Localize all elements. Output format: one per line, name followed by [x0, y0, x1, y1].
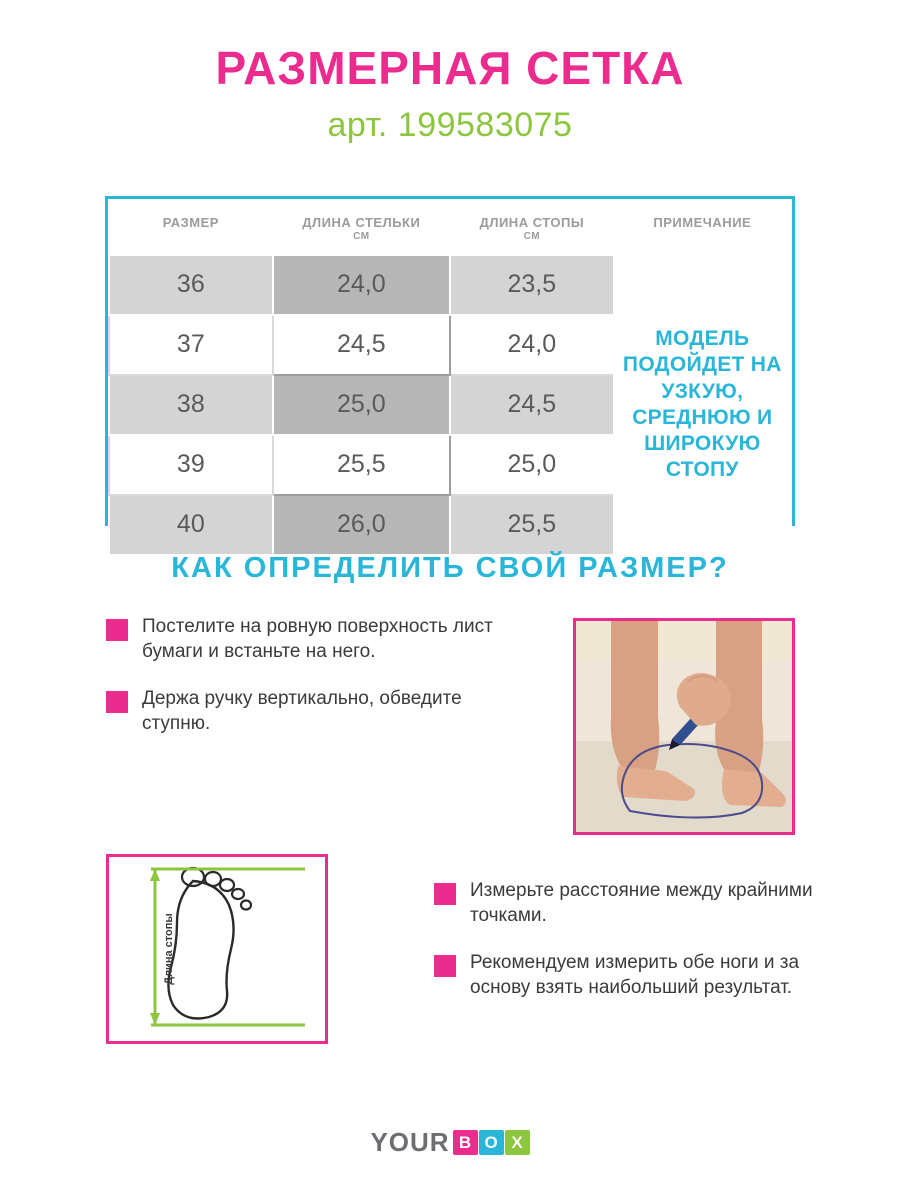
foot-length-diagram — [106, 854, 328, 1044]
list-item — [434, 950, 824, 1000]
foot-outline-icon — [109, 857, 325, 1041]
diagram-axis-label: Длина стопы — [162, 913, 175, 985]
header-size: РАЗМЕР — [162, 215, 219, 230]
header-insole-unit: СМ — [353, 231, 370, 243]
page-title: РАЗМЕРНАЯ СЕТКА — [215, 42, 685, 94]
square-bullet-icon — [106, 691, 128, 713]
cell-size: 38 — [109, 375, 273, 435]
photo-illustration — [576, 621, 792, 832]
cell-insole: 26,0 — [273, 495, 450, 555]
header-foot-label: ДЛИНА СТОПЫ — [479, 215, 585, 230]
step-text: Измерьте расстояние между крайними точками. — [470, 880, 813, 927]
step-text: Постелите на ровную поверхность лист бумаги и встаньте на него. — [142, 616, 493, 663]
steps-left-list — [106, 614, 506, 758]
logo-box-letters — [452, 1130, 530, 1155]
list-item — [434, 878, 824, 928]
cell-size: 39 — [109, 435, 273, 495]
cell-insole: 25,0 — [273, 375, 450, 435]
cell-foot: 25,5 — [450, 495, 614, 555]
size-table — [108, 199, 792, 556]
cell-foot: 24,5 — [450, 375, 614, 435]
cell-size: 36 — [109, 255, 273, 315]
steps-right-list — [434, 878, 824, 1022]
step-text: Рекомендуем измерить обе ноги и за основу взять наибольший результат. — [470, 952, 800, 999]
logo-your-text: YOUR — [370, 1127, 450, 1157]
cell-size: 37 — [109, 315, 273, 375]
step-text: Держа ручку вертикально, обведите ступню. — [142, 688, 462, 735]
size-table-container — [105, 196, 795, 539]
header-foot — [450, 199, 614, 255]
brand-logo — [0, 1127, 900, 1158]
header-insole-label: ДЛИНА СТЕЛЬКИ — [302, 215, 421, 230]
header-insole — [273, 199, 450, 255]
header-foot-unit: СМ — [523, 231, 541, 243]
logo-letter-o: O — [479, 1130, 504, 1155]
cell-insole: 24,5 — [273, 315, 450, 375]
square-bullet-icon — [106, 619, 128, 641]
header-note: ПРИМЕЧАНИЕ — [653, 215, 752, 230]
cell-foot: 24,0 — [450, 315, 614, 375]
table-header-row — [109, 199, 791, 255]
cell-insole: 24,0 — [273, 255, 450, 315]
table-row — [109, 255, 791, 315]
cell-foot: 25,0 — [450, 435, 614, 495]
howto-title: КАК ОПРЕДЕЛИТЬ СВОЙ РАЗМЕР? — [171, 552, 729, 584]
list-item — [106, 614, 506, 664]
cell-size: 40 — [109, 495, 273, 555]
note-text: МОДЕЛЬ ПОДОЙДЕТ НА УЗКУЮ, СРЕДНЮЮ И ШИРОКУЮ СТОПУ — [622, 327, 782, 482]
list-item — [106, 686, 506, 736]
cell-insole: 25,5 — [273, 435, 450, 495]
article-number: арт. 199583075 — [327, 106, 573, 145]
cell-foot: 23,5 — [450, 255, 614, 315]
logo-letter-b: B — [453, 1130, 478, 1155]
logo-letter-x: X — [505, 1130, 530, 1155]
square-bullet-icon — [434, 955, 456, 977]
foot-tracing-photo — [573, 618, 795, 835]
cell-note — [614, 255, 791, 555]
square-bullet-icon — [434, 883, 456, 905]
